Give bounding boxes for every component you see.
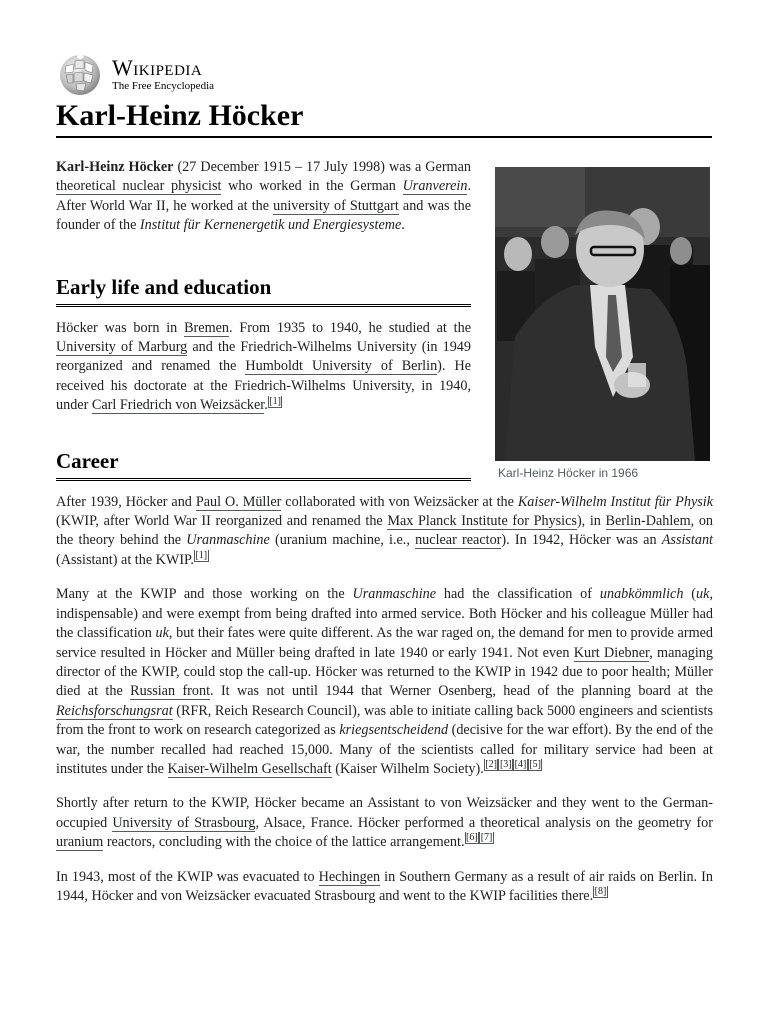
text-run: .	[401, 217, 405, 234]
wordmark[interactable]	[112, 54, 215, 92]
text-run: (decisive for the war effort). By the end of the war, the number recalled had reached 15,000. Many of the scientists called for military service had been at institutes under the	[56, 722, 713, 777]
citation-label: [6]	[466, 832, 478, 844]
text-run: collaborated with von Weizsäcker at the	[281, 493, 518, 510]
link-university-of-strasbourg[interactable]: University of Strasbourg	[112, 814, 256, 831]
text-run: . After World War II, he worked at the	[56, 178, 471, 214]
site-header	[56, 54, 214, 94]
text-run: Höcker was born in	[56, 319, 185, 336]
text-run: reactors, concluding with the choice of the lattice arrangement.	[103, 834, 465, 851]
wordmark-tagline: The Free Encyclopedia	[112, 79, 215, 92]
citation-label: [1]	[195, 550, 208, 562]
citation-label: [3]	[499, 759, 512, 771]
text-run: (RFR, Reich Research Council), was able to initiate calling back 5000 engineers and scientists from the front to work on research categorized as	[56, 702, 713, 739]
link-russian-front[interactable]: Russian front	[130, 683, 211, 700]
citation[interactable]	[593, 886, 608, 898]
text-run: (27 December 1915 – 17 July 1998) was a German	[173, 159, 471, 175]
career-paragraph-2	[56, 585, 713, 779]
early-life-paragraph	[56, 319, 471, 416]
text-run: (uranium machine, i.e.,	[269, 532, 416, 549]
italic-text: Kaiser-Wilhelm Institut für Physik	[517, 493, 713, 510]
italic-text: uk	[696, 586, 710, 603]
italic-text: kriegsentscheidend	[339, 722, 449, 739]
text-run: , on the theory behind the	[56, 513, 714, 549]
citation[interactable]	[194, 550, 209, 562]
citation[interactable]	[268, 396, 283, 408]
link-theoretical-nuclear-physicist[interactable]: theoretical nuclear physicist	[56, 178, 222, 195]
italic-text: unabkömmlich	[599, 586, 684, 603]
text-run: ). In 1942, Höcker was an	[501, 532, 662, 549]
text-run: . It was not until 1944 that Werner Osenberg, head of the planning board at the	[210, 683, 713, 700]
italic-text: Assistant	[661, 532, 713, 549]
text-run: . From 1935 to 1940, he studied at the	[229, 319, 471, 336]
citation[interactable]	[498, 759, 513, 771]
link-hechingen[interactable]: Hechingen	[318, 868, 381, 885]
link-university-of-stuttgart[interactable]: university of Stuttgart	[273, 197, 399, 214]
link-text: Uranverein	[402, 178, 468, 195]
citation[interactable]	[479, 832, 494, 844]
lead-paragraph	[56, 158, 471, 236]
text-run: Many at the KWIP and those working on the	[56, 586, 353, 603]
citation-label: [4]	[514, 759, 527, 771]
text-run: (Assistant) at the KWIP.	[56, 551, 194, 568]
career-paragraph-1	[56, 493, 713, 571]
section-heading-early-life: Early life and education	[56, 273, 471, 307]
article-body	[56, 158, 713, 906]
text-run: , indispensable) and were exempt from being drafted into armed service. Both Höcker and his colleague Müller had the classification	[56, 586, 713, 642]
citation-label: [1]	[269, 395, 281, 407]
citation[interactable]	[513, 759, 528, 771]
text-run: ). He received his doctorate at the Friedrich-Wilhelms University, in 1940, under	[56, 358, 471, 414]
text-run: ), in	[576, 513, 606, 530]
text-run: (KWIP, after World War II reorganized and renamed the	[56, 513, 388, 530]
link-bremen[interactable]: Bremen	[184, 319, 229, 336]
link-reichsforschungsrat[interactable]	[56, 703, 173, 720]
section-heading-career: Career	[56, 447, 471, 481]
wikipedia-globe-logo[interactable]	[56, 52, 104, 96]
text-run: , Alsace, France. Höcker performed a theoretical analysis on the geometry for	[255, 814, 713, 831]
link-kaiser-wilhelm-gesellschaft[interactable]: Kaiser-Wilhelm Gesellschaft	[167, 760, 332, 777]
link-paul-o-muller[interactable]: Paul O. Müller	[195, 493, 282, 510]
text-run: and the Friedrich-Wilhelms University (in 1949 reorganized and renamed the	[56, 339, 471, 375]
text-run: in Southern Germany as a result of air raids on Berlin. In 1944, Höcker and von Weizsäcker evacuated Strasbourg and went to the KWIP facilities there.	[56, 868, 713, 904]
text-run: Shortly after return to the KWIP, Höcker became an Assistant to von Weizsäcker and they went to the German-occupied	[56, 795, 713, 831]
career-paragraph-3	[56, 794, 713, 852]
link-uranium[interactable]: uranium	[56, 834, 104, 851]
text-run: , but their fates were quite different. As the war raged on, the demand for men to provide armed service resulted in Höcker and Müller being drafted in late 1940 or early 1941. Not even	[56, 625, 713, 661]
italic-text: Institut für Kernenergetik und Energiesysteme	[139, 217, 402, 234]
italic-text: Uranmaschine	[352, 586, 437, 603]
link-humboldt-university[interactable]: Humboldt University of Berlin	[245, 358, 438, 375]
link-berlin-dahlem[interactable]: Berlin-Dahlem	[605, 513, 691, 530]
italic-text: Uranmaschine	[186, 532, 270, 549]
citation[interactable]	[465, 832, 480, 844]
citation-label: [7]	[480, 832, 493, 844]
page-title: Karl-Heinz Höcker	[56, 97, 712, 138]
link-carl-friedrich-von-weizsacker[interactable]: Carl Friedrich von Weizsäcker	[91, 397, 265, 414]
italic-text: uk	[155, 625, 169, 642]
text-run: In 1943, most of the KWIP was evacuated to	[56, 868, 319, 885]
citation[interactable]	[528, 759, 543, 771]
link-nuclear-reactor[interactable]: nuclear reactor	[415, 532, 502, 549]
wordmark-title: Wikipedia	[112, 54, 203, 80]
text-run: .	[264, 397, 268, 414]
link-text: Reichsforschungsrat	[56, 702, 173, 719]
career-paragraph-4	[56, 868, 713, 907]
citation-label: [5]	[529, 759, 541, 771]
link-uranverein[interactable]	[403, 178, 468, 195]
text-run: and was the founder of the	[56, 197, 471, 234]
text-run: , managing director of the KWIP, could stop the call-up. Höcker was returned to the KWIP in 1942 due to poor health; Müller died at the	[56, 644, 713, 700]
figure-caption: Karl-Heinz Höcker in 1966	[498, 466, 639, 480]
text-run: (	[683, 586, 697, 603]
citation[interactable]	[484, 759, 499, 771]
text-run: had the classification of	[436, 586, 600, 603]
link-university-of-marburg[interactable]: University of Marburg	[56, 339, 188, 356]
citation-label: [2]	[485, 759, 497, 771]
link-kurt-diebner[interactable]: Kurt Diebner	[573, 644, 650, 661]
link-max-planck-institute[interactable]: Max Planck Institute for Physics	[387, 513, 577, 530]
lead-bold-name: Karl-Heinz Höcker	[56, 159, 174, 175]
text-run: (Kaiser Wilhelm Society).	[331, 760, 484, 777]
text-run: After 1939, Höcker and	[56, 493, 196, 510]
citation-label: [8]	[594, 886, 607, 898]
text-run: who worked in the German	[221, 178, 403, 195]
